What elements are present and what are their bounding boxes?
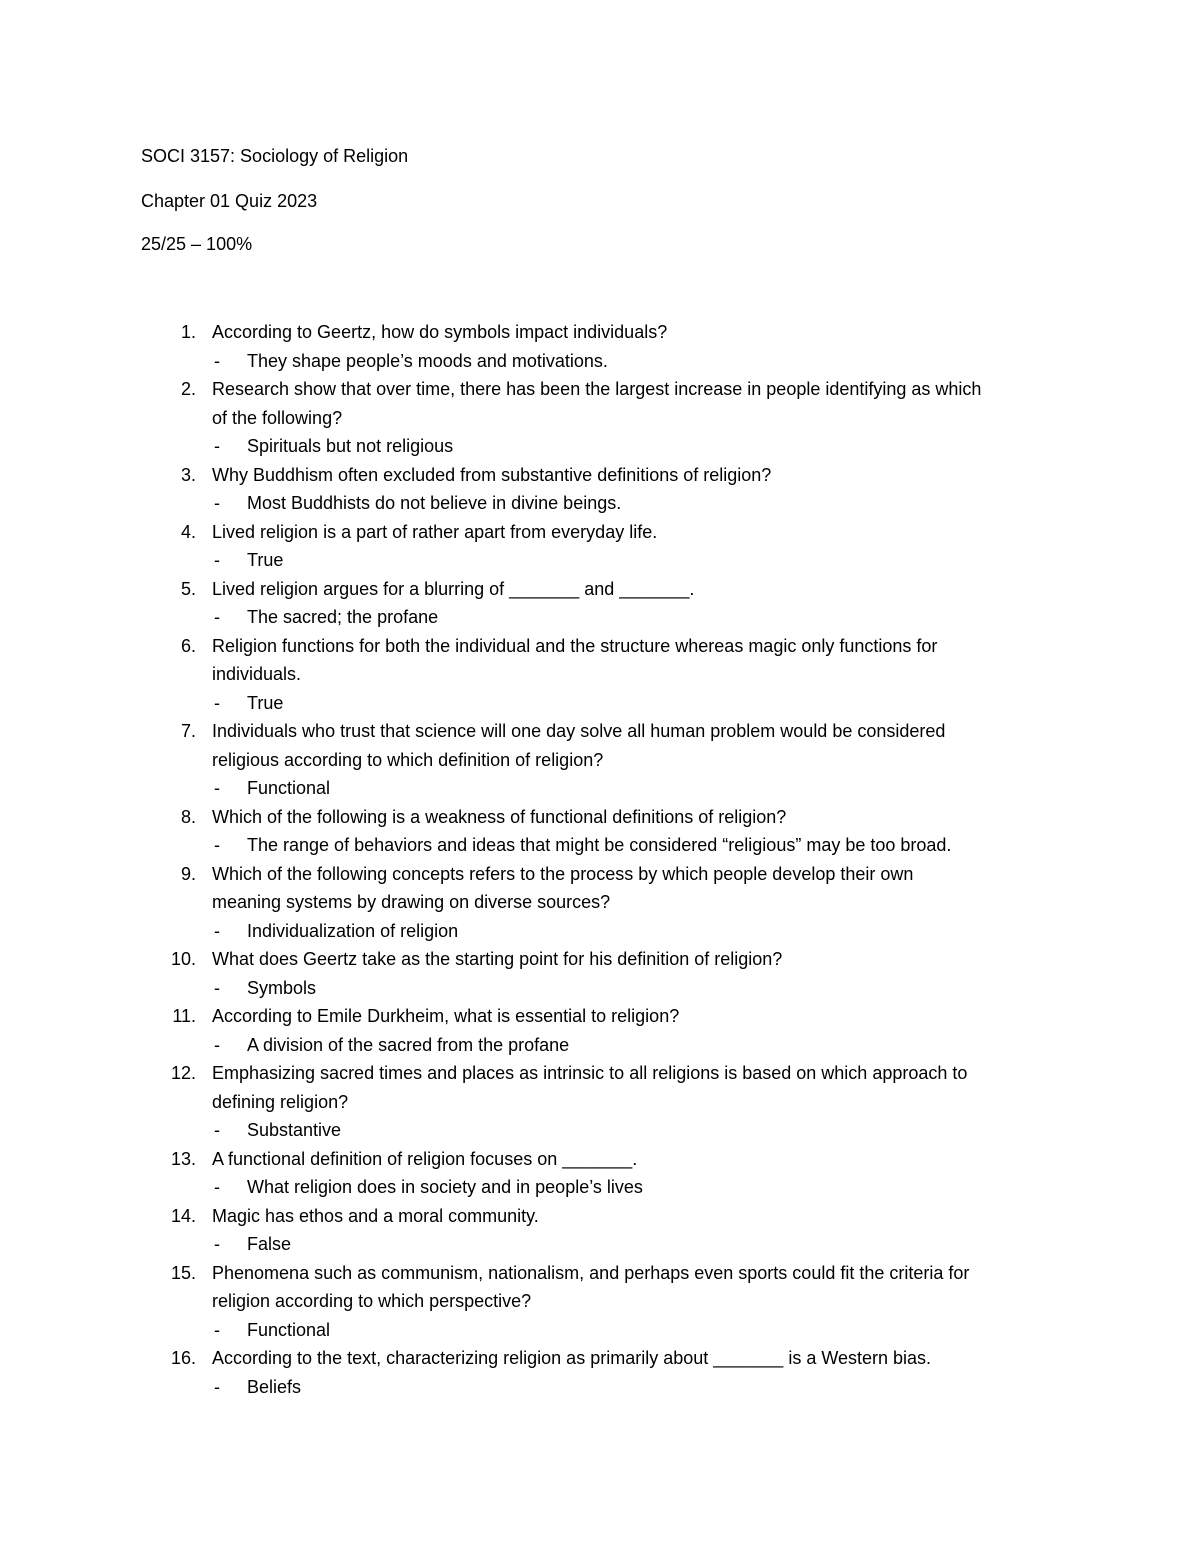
question-text: Why Buddhism often excluded from substantive definitions of religion?: [212, 464, 772, 485]
answer-line: [0, 689, 1200, 718]
question-text: Which of the following is a weakness of functional definitions of religion?: [212, 806, 787, 827]
answer-line: [0, 1031, 1200, 1060]
answer-bullet: -: [214, 436, 220, 456]
question-line: [0, 888, 1200, 917]
answer-line: [0, 774, 1200, 803]
question-text: Research show that over time, there has been the largest increase in people identifying as which: [212, 379, 982, 399]
question-text: A functional definition of religion focuses on _______.: [212, 1148, 638, 1169]
question-item: [0, 1002, 1200, 1059]
question-number: 13.: [170, 1148, 196, 1169]
answer-bullet: -: [214, 835, 220, 855]
question-number: 6.: [180, 635, 196, 656]
answer-text: The sacred; the profane: [247, 607, 439, 627]
question-line: [0, 1059, 1200, 1088]
question-text: According to Geertz, how do symbols impact individuals?: [212, 322, 668, 342]
answer-line: [0, 1316, 1200, 1345]
question-line: [0, 632, 1200, 661]
answer-bullet: -: [214, 1319, 220, 1340]
answer-text: Most Buddhists do not believe in divine beings.: [247, 493, 622, 513]
answer-bullet: -: [214, 1034, 220, 1055]
answer-bullet: -: [214, 607, 220, 627]
question-number: 11.: [172, 1006, 196, 1026]
question-item: [0, 318, 1200, 375]
answer-bullet: -: [214, 920, 220, 941]
answer-bullet: -: [214, 1376, 220, 1397]
question-line: [0, 375, 1200, 404]
question-text: defining religion?: [212, 1091, 349, 1112]
question-line: [0, 518, 1200, 547]
question-text: What does Geertz take as the starting point for his definition of religion?: [212, 949, 783, 969]
answer-line: [0, 489, 1200, 518]
question-line: [0, 660, 1200, 689]
question-line: [0, 1002, 1200, 1031]
question-line: [0, 1088, 1200, 1117]
question-text: religious according to which definition of religion?: [212, 749, 604, 770]
answer-bullet: -: [214, 1234, 220, 1254]
question-text: Which of the following concepts refers to the process by which people develop their own: [212, 863, 914, 884]
answer-line: [0, 603, 1200, 632]
question-text: Lived religion argues for a blurring of _______ and _______.: [212, 578, 695, 599]
question-line: [0, 404, 1200, 433]
question-text: Emphasizing sacred times and places as intrinsic to all religions is based on which approach to: [212, 1063, 968, 1083]
answer-text: True: [247, 550, 284, 570]
question-line: [0, 803, 1200, 832]
answer-bullet: -: [214, 350, 220, 371]
question-text: Phenomena such as communism, nationalism, and perhaps even sports could fit the criteria for: [212, 1262, 970, 1283]
answer-text: Functional: [247, 778, 331, 798]
answer-text: Substantive: [247, 1120, 342, 1140]
answer-bullet: -: [214, 493, 220, 513]
question-item: [0, 945, 1200, 1002]
question-number: 12.: [170, 1063, 196, 1083]
question-number: 2.: [180, 379, 196, 399]
question-text: According to the text, characterizing religion as primarily about _______ is a Western bias.: [212, 1348, 932, 1368]
question-number: 3.: [180, 464, 196, 485]
question-item: [0, 461, 1200, 518]
question-text: According to Emile Durkheim, what is essential to religion?: [212, 1006, 680, 1026]
question-item: [0, 717, 1200, 803]
question-item: [0, 1259, 1200, 1345]
question-item: [0, 518, 1200, 575]
question-line: [0, 860, 1200, 889]
question-line: [0, 717, 1200, 746]
answer-text: True: [247, 692, 284, 713]
question-line: [0, 461, 1200, 490]
answer-line: [0, 1230, 1200, 1259]
question-number: 8.: [180, 806, 196, 827]
question-line: [0, 1287, 1200, 1316]
question-number: 14.: [170, 1205, 196, 1226]
question-item: [0, 1145, 1200, 1202]
answer-line: [0, 347, 1200, 376]
question-number: 7.: [180, 721, 196, 741]
question-line: [0, 1145, 1200, 1174]
question-item: [0, 803, 1200, 860]
question-item: [0, 1059, 1200, 1145]
answer-line: [0, 831, 1200, 860]
question-item: [0, 575, 1200, 632]
question-line: [0, 746, 1200, 775]
question-text: meaning systems by drawing on diverse sources?: [212, 892, 611, 912]
question-line: [0, 318, 1200, 347]
answer-line: [0, 1373, 1200, 1402]
question-number: 5.: [180, 578, 196, 599]
answer-text: Spirituals but not religious: [247, 436, 454, 456]
question-text: individuals.: [212, 664, 302, 684]
answer-text: Symbols: [247, 977, 317, 998]
answer-bullet: -: [214, 692, 220, 713]
question-line: [0, 1259, 1200, 1288]
answer-line: [0, 432, 1200, 461]
answer-line: [0, 974, 1200, 1003]
answer-text: Beliefs: [247, 1376, 302, 1397]
question-text: Religion functions for both the individual and the structure whereas magic only functions for: [212, 635, 938, 656]
answer-text: They shape people’s moods and motivations.: [247, 350, 608, 371]
answer-text: A division of the sacred from the profane: [247, 1034, 570, 1055]
answer-bullet: -: [214, 977, 220, 998]
answer-text: The range of behaviors and ideas that might be considered “religious” may be too broad.: [247, 835, 952, 855]
answer-text: False: [247, 1234, 292, 1254]
question-number: 15.: [170, 1262, 196, 1283]
question-number: 10.: [170, 949, 196, 969]
course-title: SOCI 3157: Sociology of Religion: [141, 146, 409, 166]
answer-line: [0, 546, 1200, 575]
question-item: [0, 632, 1200, 718]
question-item: [0, 1344, 1200, 1401]
answer-bullet: -: [214, 1120, 220, 1140]
question-line: [0, 945, 1200, 974]
answer-bullet: -: [214, 550, 220, 570]
answer-line: [0, 917, 1200, 946]
question-item: [0, 860, 1200, 946]
answer-bullet: -: [214, 778, 220, 798]
question-text: religion according to which perspective?: [212, 1291, 532, 1311]
quiz-score: 25/25 – 100%: [141, 234, 253, 254]
question-text: of the following?: [212, 407, 343, 428]
answer-text: What religion does in society and in people’s lives: [247, 1177, 643, 1197]
answer-line: [0, 1173, 1200, 1202]
question-line: [0, 575, 1200, 604]
answer-line: [0, 1116, 1200, 1145]
question-line: [0, 1344, 1200, 1373]
question-text: Lived religion is a part of rather apart from everyday life.: [212, 521, 658, 542]
answer-bullet: -: [214, 1177, 220, 1197]
question-number: 4.: [180, 521, 196, 542]
question-number: 1.: [180, 322, 196, 342]
answer-text: Individualization of religion: [247, 920, 459, 941]
question-item: [0, 1202, 1200, 1259]
question-text: Individuals who trust that science will one day solve all human problem would be considered: [212, 721, 946, 741]
question-text: Magic has ethos and a moral community.: [212, 1205, 539, 1226]
answer-text: Functional: [247, 1319, 331, 1340]
question-list: [0, 318, 1200, 1401]
question-line: [0, 1202, 1200, 1231]
question-number: 9.: [180, 863, 196, 884]
question-number: 16.: [170, 1348, 196, 1368]
quiz-title: Chapter 01 Quiz 2023: [141, 191, 318, 211]
question-item: [0, 375, 1200, 461]
